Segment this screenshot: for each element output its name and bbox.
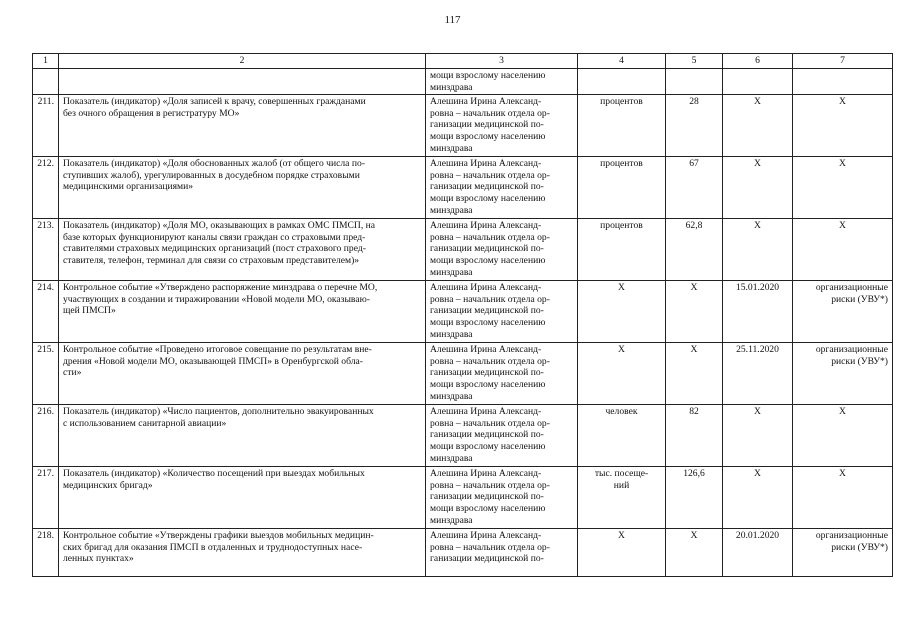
responsible-line: ганизации медицинской по- [430,243,544,255]
description-line: ленных пунктах» [63,553,134,565]
continuation-row [33,69,893,95]
value-cell: 82 [666,405,723,467]
description-cell [59,343,426,405]
responsible-line: ганизации медицинской по- [430,553,544,565]
date-cell: Х [723,405,793,467]
table-row [33,343,893,405]
table-row [33,95,893,157]
responsible-line: мощи взрослому населению [430,70,546,81]
column-header: 2 [59,54,426,69]
description-line: дрения «Новой модели МО, оказывающей ПМСП» в Оренбургской обла- [63,355,363,367]
unit-cell [578,405,666,467]
responsible-cell [426,343,578,405]
responsible-line: ровна – начальник отдела ор- [430,293,550,305]
description-line: медицинских бригад» [63,479,153,491]
risk-line: Х [839,158,846,170]
unit-cell [578,281,666,343]
responsible-line: минздрава [430,142,473,154]
description-line: ставителя, телефон, терминал для связи со страховым представителем)» [63,254,360,266]
value-cell: 62,8 [666,219,723,281]
column-header: 7 [793,54,893,69]
unit-line: тыс. посеще- [594,468,649,480]
responsible-cell [426,467,578,529]
description-line: Контрольное событие «Утверждено распоряжение минздрава о перечне МО, [63,282,378,294]
column-header-row [33,54,893,69]
responsible-line: ганизации медицинской по- [430,305,544,317]
responsible-line: ровна – начальник отдела ор- [430,231,550,243]
description-line: без очного обращения в регистратуру МО» [63,107,240,119]
column-header: 1 [33,54,59,69]
responsible-line: ганизации медицинской по- [430,429,544,441]
responsible-line: Алешина Ирина Александ- [430,406,542,418]
risk-line: организационные [815,282,888,294]
risk-cell [793,281,893,343]
description-line: ставителями страховых медицинских организаций (пост страхового пред- [63,243,366,255]
responsible-line: мощи взрослому населению [430,130,546,142]
responsible-line: Алешина Ирина Александ- [430,96,542,108]
description-cell [59,219,426,281]
responsible-line: минздрава [430,328,473,340]
description-cell [59,157,426,219]
table-row [33,529,893,577]
responsible-line: Алешина Ирина Александ- [430,158,542,170]
responsible-line: ровна – начальник отдела ор- [430,107,550,119]
unit-line: Х [618,530,625,542]
risk-line: Х [839,220,846,232]
responsible-line: минздрава [430,390,473,402]
responsible-line: мощи взрослому населению [430,440,546,452]
unit-cell [578,529,666,577]
column-header: 5 [666,54,723,69]
responsible-cell [426,281,578,343]
date-cell: Х [723,219,793,281]
responsible-line: Алешина Ирина Александ- [430,344,542,356]
responsible-line: ганизации медицинской по- [430,181,544,193]
table-row [33,467,893,529]
table-row [33,157,893,219]
date-cell: Х [723,95,793,157]
page-number: 117 [444,14,461,26]
risk-line: организационные [815,530,888,542]
unit-cell [578,343,666,405]
date-cell: 15.01.2020 [723,281,793,343]
date-cell: 20.01.2020 [723,529,793,577]
unit-line: процентов [600,96,643,108]
responsible-line: минздрава [430,452,473,464]
column-header: 3 [426,54,578,69]
responsible-line: ровна – начальник отдела ор- [430,355,550,367]
risk-line: Х [839,406,846,418]
description-line: Показатель (индикатор) «Доля записей к врачу, совершенных гражданами [63,96,366,108]
value-cell: Х [666,529,723,577]
description-line: Показатель (индикатор) «Количество посещений при выездах мобильных [63,468,365,480]
row-number: 211. [33,95,59,157]
unit-line: процентов [600,158,643,170]
responsible-line: минздрава [430,204,473,216]
description-line: щей ПМСП» [63,305,116,317]
responsible-cell [426,405,578,467]
unit-line: процентов [600,220,643,232]
responsible-cell [426,219,578,281]
responsible-line: минздрава [430,81,473,93]
table-row [33,281,893,343]
description-cell [59,405,426,467]
row-number: 216. [33,405,59,467]
value-cell: Х [666,343,723,405]
risk-cell [793,219,893,281]
responsible-line: ровна – начальник отдела ор- [430,417,550,429]
table-row [33,219,893,281]
responsible-cell [426,157,578,219]
risk-cell [793,157,893,219]
value-cell: 67 [666,157,723,219]
description-line: медицинскими организациями» [63,181,194,193]
risk-line: риски (УВУ*) [831,541,888,553]
responsible-line: Алешина Ирина Александ- [430,282,542,294]
risk-cell [793,405,893,467]
table-row [33,405,893,467]
date-cell: Х [723,157,793,219]
risk-line: риски (УВУ*) [831,355,888,367]
responsible-line: минздрава [430,514,473,526]
unit-cell [578,467,666,529]
description-cell [59,467,426,529]
description-line: Показатель (индикатор) «Доля обоснованных жалоб (от общего числа по- [63,158,365,170]
row-number: 215. [33,343,59,405]
row-number: 218. [33,529,59,577]
unit-line: Х [618,344,625,356]
responsible-cell [426,69,578,95]
date-cell: 25.11.2020 [723,343,793,405]
description-line: ских бригад для оказания ПМСП в отдаленных и труднодоступных насе- [63,541,363,553]
row-number: 212. [33,157,59,219]
description-line: Контрольное событие «Проведено итоговое совещание по результатам вне- [63,344,372,356]
responsible-line: ганизации медицинской по- [430,119,544,131]
description-cell [59,281,426,343]
responsible-line: Алешина Ирина Александ- [430,530,542,542]
risk-line: Х [839,468,846,480]
responsible-line: Алешина Ирина Александ- [430,468,542,480]
column-header: 4 [578,54,666,69]
responsible-line: ровна – начальник отдела ор- [430,169,550,181]
description-line: сти» [63,367,82,379]
description-cell [59,95,426,157]
row-number: 217. [33,467,59,529]
unit-line: человек [605,406,638,418]
description-line: Показатель (индикатор) «Число пациентов, дополнительно эвакуированных [63,406,374,418]
description-line: с использованием санитарной авиации» [63,417,227,429]
value-cell: 126,6 [666,467,723,529]
risk-line: риски (УВУ*) [831,293,888,305]
row-number: 213. [33,219,59,281]
responsible-line: ровна – начальник отдела ор- [430,541,550,553]
value-cell: 28 [666,95,723,157]
value-cell: Х [666,281,723,343]
risk-cell [793,529,893,577]
responsible-cell [426,529,578,577]
description-line: ступивших жалоб), урегулированных в досудебном порядке страховыми [63,169,360,181]
responsible-line: мощи взрослому населению [430,254,546,266]
document-table [32,53,893,577]
responsible-line: ганизации медицинской по- [430,367,544,379]
unit-cell [578,95,666,157]
description-line: базе которых функционируют каналы связи граждан со страховыми пред- [63,231,366,243]
unit-cell [578,157,666,219]
responsible-line: мощи взрослому населению [430,378,546,390]
risk-cell [793,95,893,157]
date-cell: Х [723,467,793,529]
unit-cell [578,219,666,281]
unit-line: ний [613,479,630,491]
responsible-cell [426,95,578,157]
description-cell [59,529,426,577]
column-header: 6 [723,54,793,69]
description-line: Показатель (индикатор) «Доля МО, оказывающих в рамках ОМС ПМСП, на [63,220,376,232]
responsible-line: мощи взрослому населению [430,502,546,514]
risk-cell [793,343,893,405]
responsible-line: мощи взрослому населению [430,192,546,204]
row-number: 214. [33,281,59,343]
unit-line: Х [618,282,625,294]
risk-line: организационные [815,344,888,356]
risk-line: Х [839,96,846,108]
responsible-line: ровна – начальник отдела ор- [430,479,550,491]
responsible-line: мощи взрослому населению [430,316,546,328]
risk-cell [793,467,893,529]
responsible-line: ганизации медицинской по- [430,491,544,503]
description-line: Контрольное событие «Утверждены графики выездов мобильных медицин- [63,530,374,542]
description-line: участвующих в создании и тиражировании «Новой модели МО, оказываю- [63,293,370,305]
responsible-line: минздрава [430,266,473,278]
responsible-line: Алешина Ирина Александ- [430,220,542,232]
